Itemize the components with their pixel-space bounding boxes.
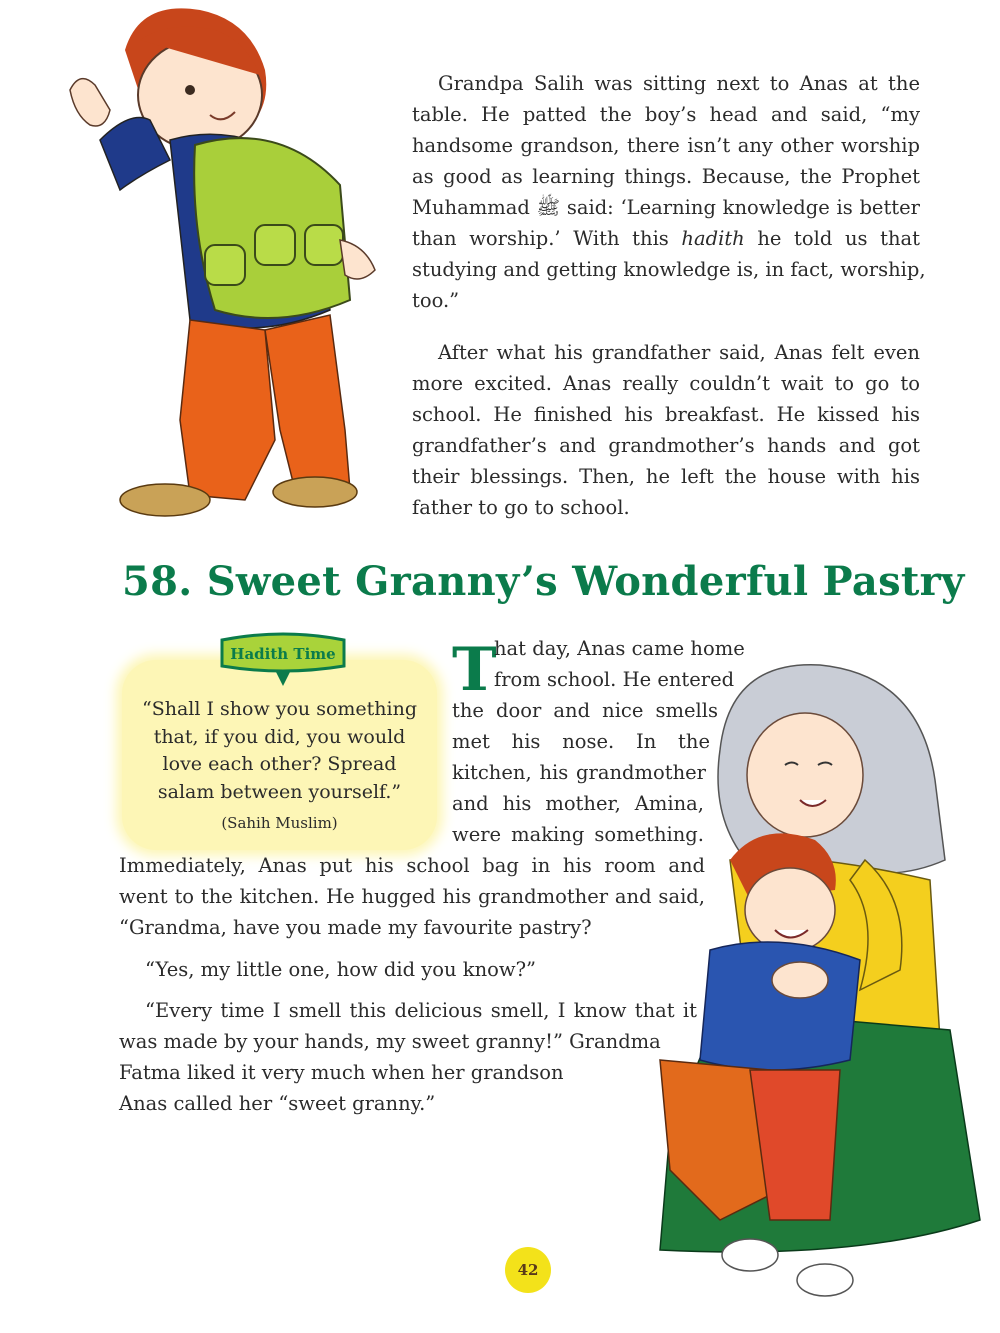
text-line: Grandpa Salih was sitting next to Anas at the <box>438 72 920 95</box>
text-line: went to the kitchen. He hugged his grandmother and said, <box>119 885 705 908</box>
hadith-line: love each other? Spread <box>162 753 397 775</box>
hadith-source: (Sahih Muslim) <box>221 814 338 832</box>
hadith-line: salam between yourself.” <box>157 780 402 803</box>
text-line: their blessings. Then, he left the house with his <box>412 465 920 488</box>
hadith-time-tag <box>218 632 348 692</box>
text-line: table. He patted the boy’s head and said, “my <box>412 103 920 126</box>
text-line: were making something. <box>452 823 704 846</box>
paragraph-grandpa <box>412 68 926 316</box>
quote-grandma: “Yes, my little one, how did you know?” <box>145 958 537 981</box>
paragraph-after-grandfather <box>412 337 920 523</box>
text-line: was made by your hands, my sweet granny!” Grandma <box>119 1030 661 1053</box>
text-line: grandfather’s and grandmother’s hands and got <box>412 434 920 457</box>
hadith-line: that, if you did, you would <box>153 725 406 748</box>
text-line: hat day, Anas came home <box>494 637 745 660</box>
chapter-title: 58. Sweet Granny’s Wonderful Pastry <box>122 558 965 605</box>
text-line: Muhammad ﷺ said: ‘Learning knowledge is better <box>412 196 920 219</box>
text-line: father to go to school. <box>412 496 630 519</box>
quote-anas-paragraph <box>119 995 697 1119</box>
drop-cap: T <box>452 635 497 705</box>
hadith-line: “Shall I show you something <box>141 698 417 720</box>
text-line: kitchen, his grandmother <box>452 761 706 784</box>
text-line: “Every time I smell this delicious smell, I know that it <box>145 999 697 1022</box>
text-line: Anas called her “sweet granny.” <box>119 1092 436 1115</box>
text-line: “Grandma, have you made my favourite pastry? <box>119 916 592 939</box>
text-line: Immediately, Anas put his school bag in his room and <box>119 854 705 877</box>
story-wide-paragraph <box>119 850 705 943</box>
page-number: 42 <box>505 1247 551 1293</box>
text-line: handsome grandson, there isn’t any other worship <box>412 134 920 157</box>
hadith-quote <box>122 696 437 806</box>
text-line: as good as learning things. Because, the Prophet <box>412 165 920 188</box>
text-line: than worship.’ With this hadith he told us that <box>412 227 920 250</box>
hadith-italic: hadith <box>681 227 745 250</box>
text-line: studying and getting knowledge is, in fact, worship, <box>412 258 926 281</box>
text-line: and his mother, Amina, <box>452 792 704 815</box>
text-line: too.” <box>412 289 460 312</box>
text-line: met his nose. In the <box>452 730 710 753</box>
text-line: After what his grandfather said, Anas felt even <box>438 341 920 364</box>
boy-with-backpack-illustration <box>40 0 400 530</box>
text-line: more excited. Anas really couldn’t wait to go to <box>412 372 920 395</box>
text-line: the door and nice smells <box>452 699 718 722</box>
text-line: school. He finished his breakfast. He kissed his <box>412 403 920 426</box>
text-line: Fatma liked it very much when her grandson <box>119 1061 564 1084</box>
hadith-tag-label: Hadith Time <box>230 645 336 663</box>
text-line: from school. He entered <box>494 668 735 691</box>
